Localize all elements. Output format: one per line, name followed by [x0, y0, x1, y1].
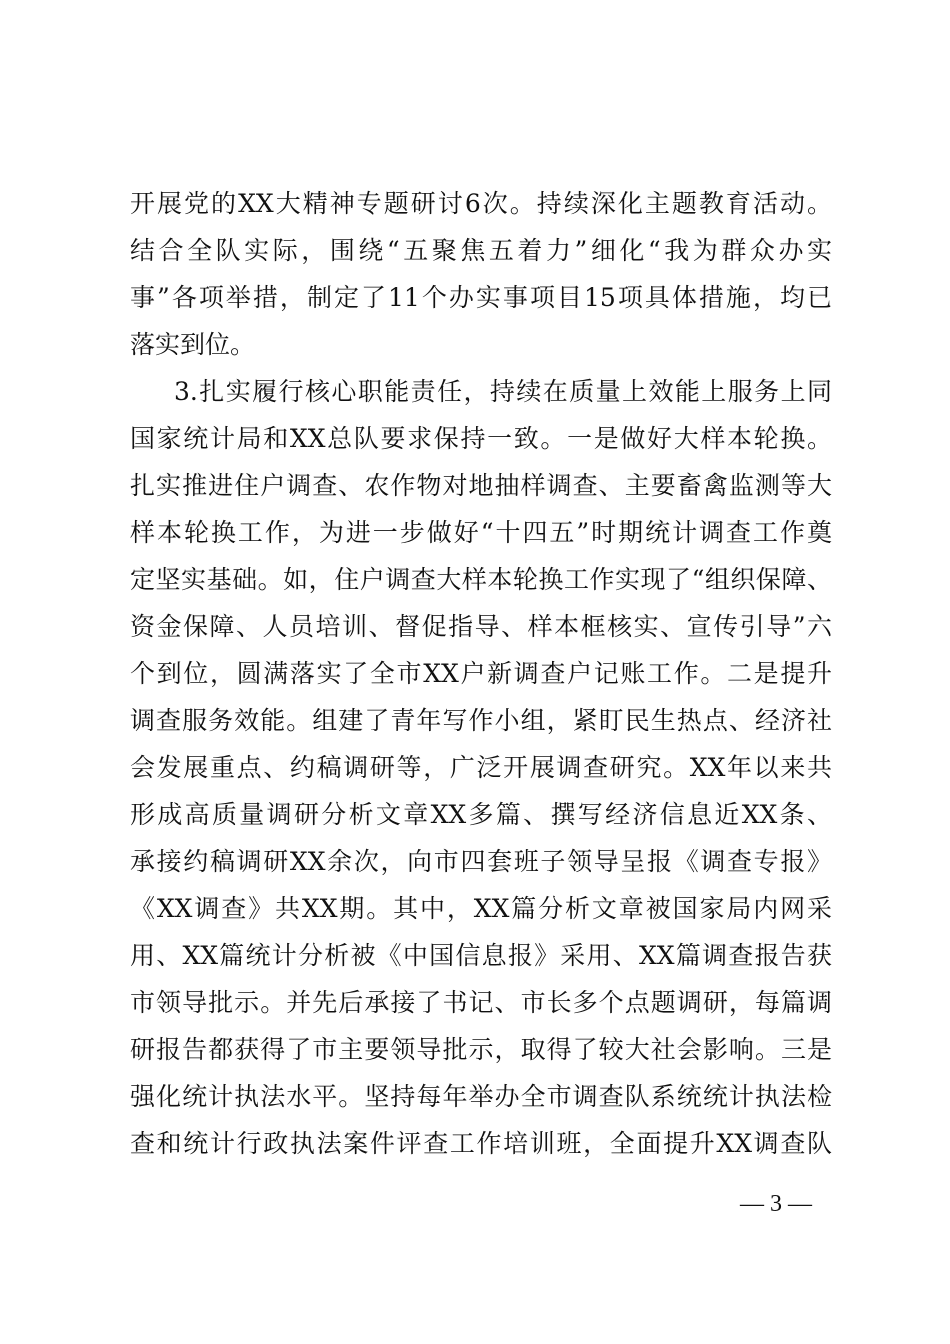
- text-line: 用、XX篇统计分析被《中国信息报》采用、XX篇调查报告获: [130, 941, 832, 970]
- text-line: 承接约稿调研XX余次，向市四套班子领导呈报《调查专报》: [130, 847, 832, 876]
- text-line: 《XX调查》共XX期。其中，XX篇分析文章被国家局内网采: [130, 894, 832, 923]
- text-line: 形成高质量调研分析文章XX多篇、撰写经济信息近XX条、: [130, 800, 832, 829]
- text-line: 市领导批示。并先后承接了书记、市长多个点题调研，每篇调: [130, 988, 832, 1017]
- page-number: — 3 —: [740, 1191, 812, 1217]
- text-line: 样本轮换工作，为进一步做好“十四五”时期统计调查工作奠: [130, 518, 832, 547]
- text-line: 开展党的XX大精神专题研讨6次。持续深化主题教育活动。: [130, 189, 832, 218]
- text-line: 结合全队实际，围绕“五聚焦五着力”细化“我为群众办实: [130, 236, 832, 265]
- text-line: 强化统计执法水平。坚持每年举办全市调查队系统统计执法检: [130, 1082, 832, 1111]
- paragraph: [130, 368, 832, 1167]
- body-text: [130, 180, 832, 1167]
- text-line: 研报告都获得了市主要领导批示，取得了较大社会影响。三是: [130, 1035, 832, 1064]
- text-line: 3.扎实履行核心职能责任，持续在质量上效能上服务上同: [174, 377, 832, 406]
- text-line: 定坚实基础。如，住户调查大样本轮换工作实现了“组织保障、: [130, 565, 832, 594]
- text-line: 扎实推进住户调查、农作物对地抽样调查、主要畜禽监测等大: [130, 471, 832, 500]
- text-line: 国家统计局和XX总队要求保持一致。一是做好大样本轮换。: [130, 424, 832, 453]
- text-line: 会发展重点、约稿调研等，广泛开展调查研究。XX年以来共: [130, 753, 832, 782]
- paragraph: [130, 180, 832, 368]
- text-line: 查和统计行政执法案件评查工作培训班，全面提升XX调查队: [130, 1129, 832, 1158]
- text-line: 资金保障、人员培训、督促指导、样本框核实、宣传引导”六: [130, 612, 832, 641]
- text-line: 个到位，圆满落实了全市XX户新调查户记账工作。二是提升: [130, 659, 832, 688]
- text-line: 调查服务效能。组建了青年写作小组，紧盯民生热点、经济社: [130, 706, 832, 735]
- text-line: 落实到位。: [130, 330, 256, 359]
- text-line: 事”各项举措，制定了11个办实事项目15项具体措施，均已: [130, 283, 832, 312]
